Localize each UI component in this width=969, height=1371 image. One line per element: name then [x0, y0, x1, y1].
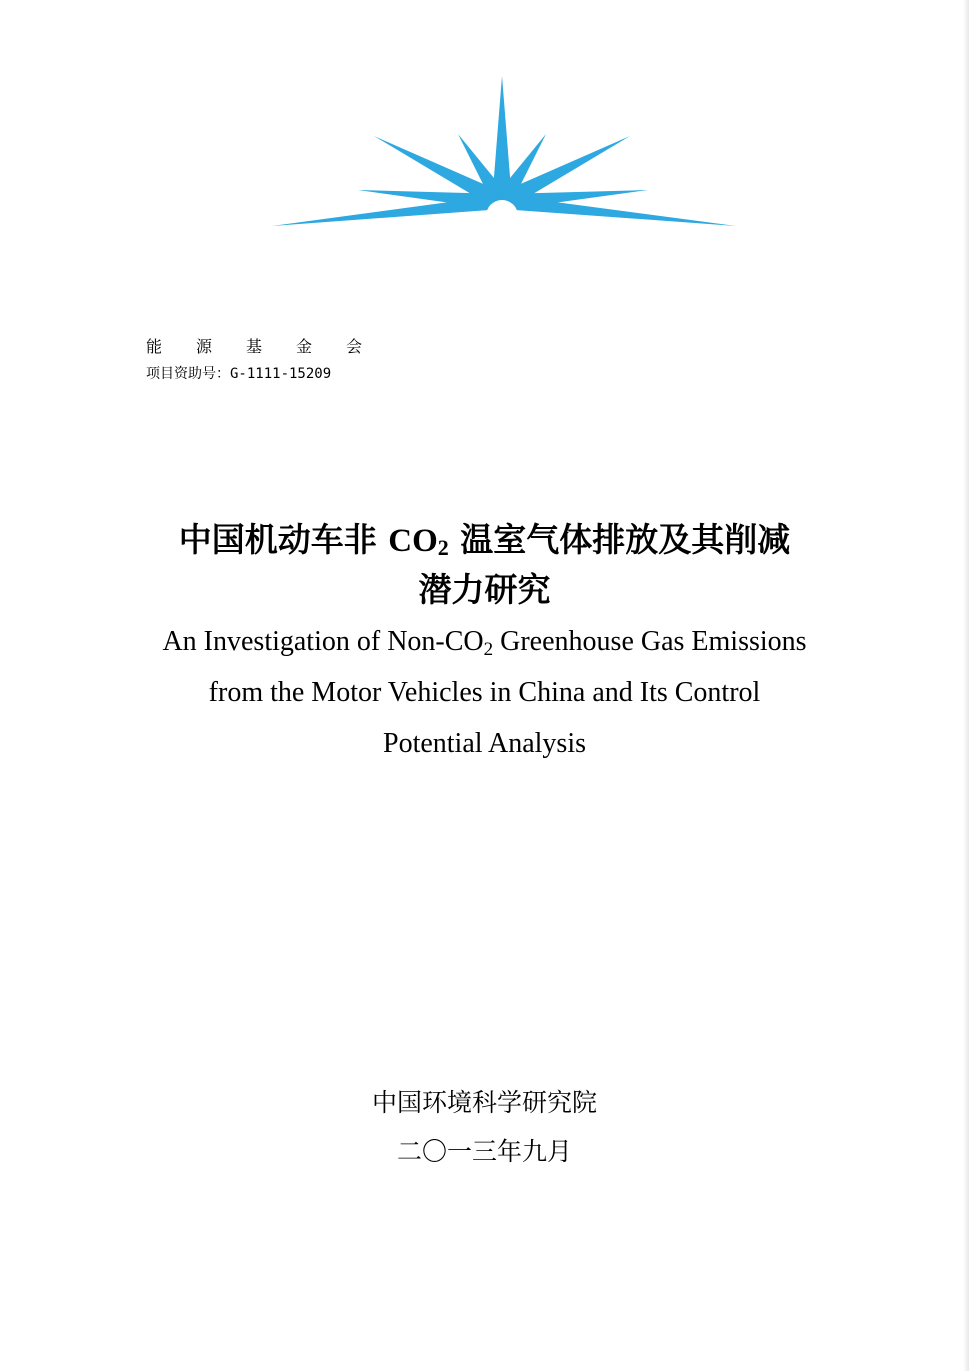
institute-name: 中国环境科学研究院 — [371, 1088, 597, 1117]
title-en-line-1 — [0, 622, 969, 670]
starburst-logo-icon — [222, 70, 774, 248]
title-cn-co2-subscript: 2 — [437, 535, 449, 560]
title-cn-line-2: 潜力研究 — [418, 570, 551, 609]
grant-label: 项目资助号： — [146, 366, 230, 382]
title-en-part-2: Greenhouse Gas Emissions — [493, 626, 807, 657]
title-cn-co2 — [388, 523, 449, 559]
title-en-subscript: 2 — [483, 639, 494, 660]
title-en-part-1: An Investigation of Non-CO — [162, 626, 484, 657]
title-cn-part-1: 中国机动车非 — [178, 520, 389, 559]
publication-date: 二〇一三年九月 — [396, 1137, 572, 1166]
title-cn-co2-main: CO — [388, 523, 438, 559]
grant-number-line — [146, 364, 331, 384]
foundation-name: 能源基金会 — [146, 337, 397, 356]
title-cn-part-2: 温室气体排放及其削减 — [448, 520, 791, 559]
title-en-line-2: from the Motor Vehicles in China and Its Control — [208, 677, 761, 708]
title-en-line-3: Potential Analysis — [383, 728, 586, 759]
grant-number: G-1111-15209 — [230, 366, 332, 382]
title-cn-line-1 — [0, 518, 969, 570]
logo-ray — [501, 195, 736, 226]
